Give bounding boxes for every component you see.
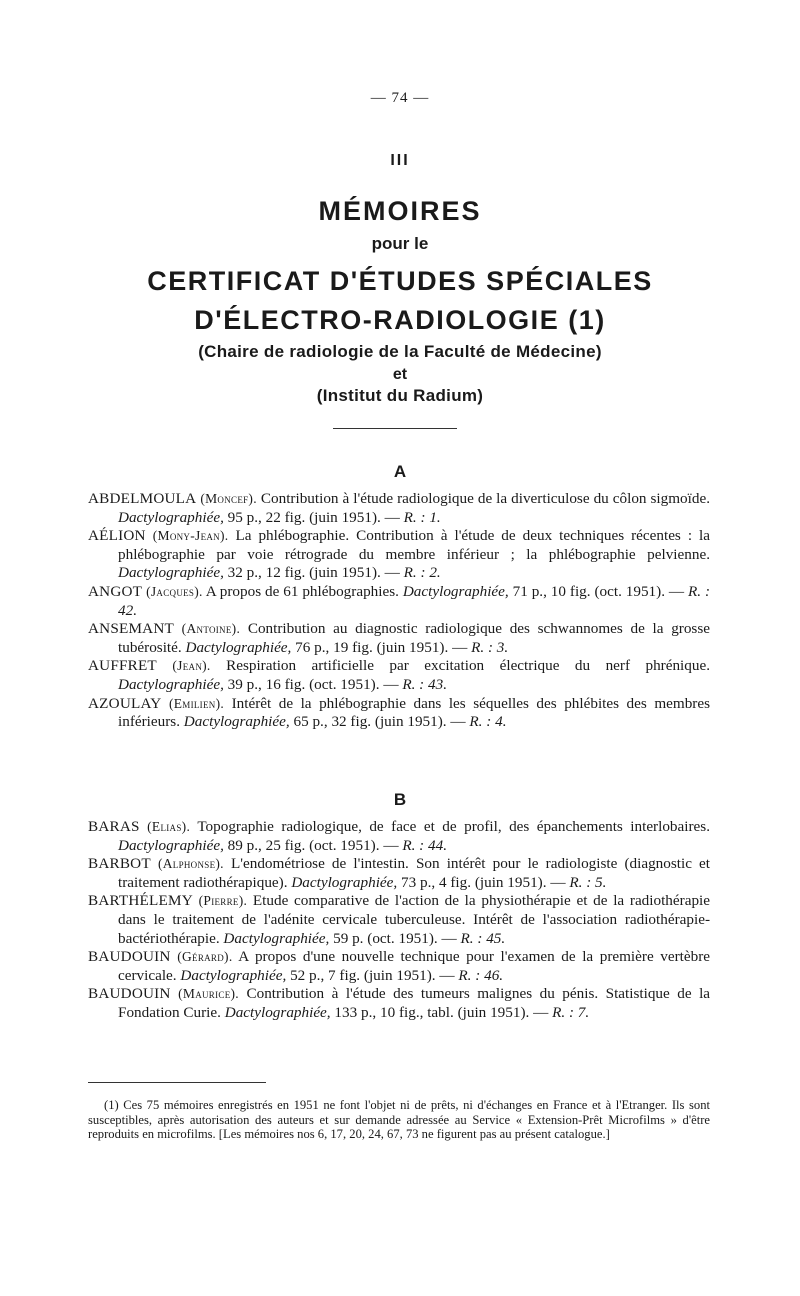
catalogue-entry: BARBOT (Alphonse). L'endométriose de l'intestin. Son intérêt pour le radiologiste (diagnostic et traitement radiothérapique). Dactylographiée, 73 p., 4 fig. (juin 1951). — R. : 5.	[88, 855, 711, 891]
footnote-divider	[88, 1082, 266, 1083]
catalogue-entry: AZOULAY (Emilien). Intérêt de la phlébographie dans les séquelles des phlébites des membres inférieurs. Dactylographiée, 65 p., 32 fig. (juin 1951). — R. : 4.	[88, 694, 710, 731]
institute-subtitle: (Institut du Radium)	[316, 386, 484, 405]
catalogue-entry: ABDELMOULA (Moncef). Contribution à l'étude radiologique de la diverticulose du côlon sigmoïde. Dactylographiée, 95 p., 22 fig. (juin 1951). — R. : 1.	[88, 490, 710, 526]
catalogue-entry: ANSEMANT (Antoine). Contribution au diagnostic radiologique des schwannomes de la grosse tubérosité. Dactylographiée, 76 p., 19 fig. (juin 1951). — R. : 3.	[88, 620, 710, 656]
catalogue-entry: AÉLION (Mony-Jean). La phlébographie. Contribution à l'étude de deux techniques récentes : la phlébographie par voie rétrograde du membre inférieur ; la phlébographie pelvienne. Dactylographiée, 32 p., 12 fig. (juin 1951). — R. : 2.	[88, 527, 711, 582]
catalogue-entry: AUFFRET (Jean). Respiration artificielle par excitation électrique du nerf phrénique. Dactylographiée, 39 p., 16 fig. (oct. 1951). — R. : 43.	[88, 657, 711, 693]
catalogue-entry: BAUDOUIN (Gérard). A propos d'une nouvelle technique pour l'examen de la première vertèbre cervicale. Dactylographiée, 52 p., 7 fig. (juin 1951). — R. : 46.	[88, 948, 711, 984]
catalogue-entry: BARAS (Elias). Topographie radiologique, de face et de profil, des épanchements interlobaires. Dactylographiée, 89 p., 25 fig. (oct. 1951). — R. : 44.	[88, 818, 710, 854]
letter-heading-a: A	[393, 462, 407, 481]
subtitle-connector: et	[392, 366, 408, 383]
title-connector: pour le	[371, 234, 429, 253]
certificate-title-line-1: CERTIFICAT D'ÉTUDES SPÉCIALES	[147, 266, 653, 296]
catalogue-entry: BARTHÉLEMY (Pierre). Etude comparative de l'action de la physiothérapie et de la radiothérapie dans le traitement de l'adénite cervicale tuberculeuse. Intérêt de l'association radiothérapie-bactériothérapie. Dactylographiée, 59 p. (oct. 1951). — R. : 45.	[88, 892, 710, 947]
catalogue-entry: BAUDOUIN (Maurice). Contribution à l'étude des tumeurs malignes du pénis. Statistique de la Fondation Curie. Dactylographiée, 133 p., 10 fig., tabl. (juin 1951). — R. : 7.	[88, 985, 711, 1021]
page-number: — 74 —	[370, 90, 430, 106]
footnote: (1) Ces 75 mémoires enregistrés en 1951 ne font l'objet ni de prêts, ni d'échanges en France et à l'Etranger. Ils sont susceptibles, après autorisation des auteurs et sur demande adressée au Service « Extension-Prêt Microfilms » d'être reproduits en microfilms. [Les mémoires nos 6, 17, 20, 24, 67, 73 ne figurent pas au présent catalogue.]	[88, 1098, 710, 1142]
section-number: III	[390, 152, 410, 169]
entries-section-a	[88, 490, 710, 732]
catalogue-entry: ANGOT (Jacques). A propos de 61 phlébographies. Dactylographiée, 71 p., 10 fig. (oct. 1951). — R. : 42.	[88, 582, 711, 619]
header-divider	[333, 428, 457, 429]
certificate-title-line-2: D'ÉLECTRO-RADIOLOGIE (1)	[194, 305, 606, 335]
letter-heading-b: B	[393, 790, 407, 809]
page-title: MÉMOIRES	[318, 196, 482, 226]
entries-section-b	[88, 818, 710, 1023]
chair-subtitle: (Chaire de radiologie de la Faculté de Médecine)	[198, 342, 602, 361]
